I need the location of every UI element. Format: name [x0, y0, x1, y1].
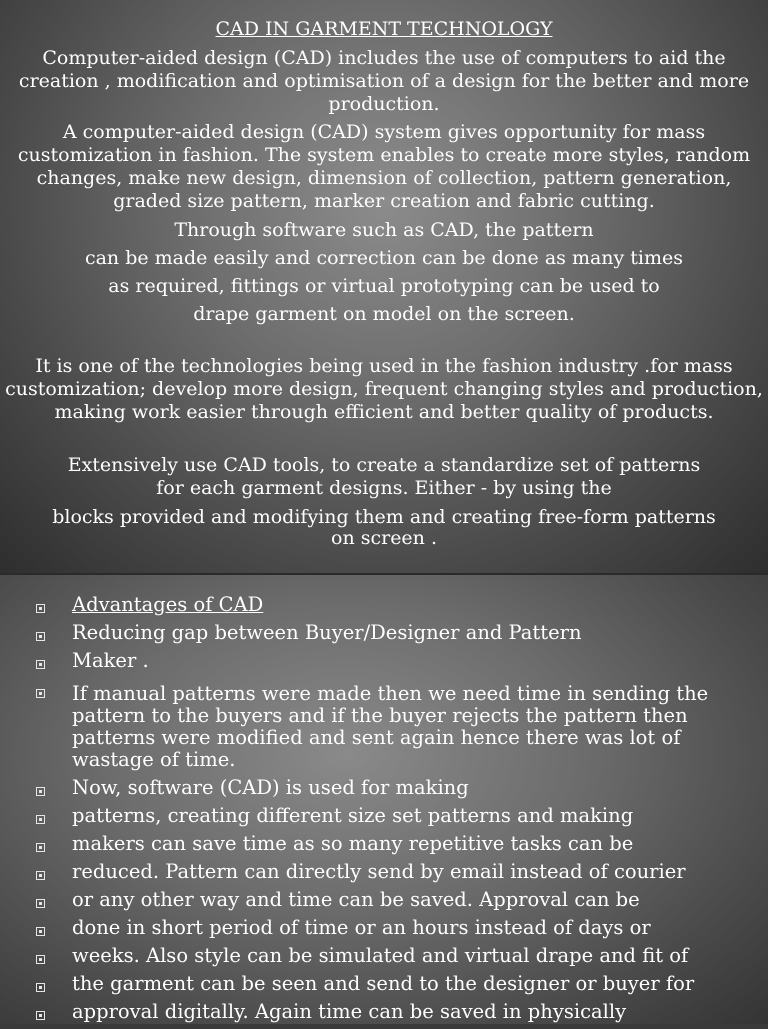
advantages-heading: Advantages of CAD — [72, 593, 264, 616]
paragraph-mass-customization: A computer-aided design (CAD) system gives opportunity for mass customization in fashion. The system enables to create more styles, random changes, make new design, dimension of collection, pattern generation, graded size pattern, marker creation and fabric cutting. — [17, 121, 751, 212]
list-item-text: Now, software (CAD) is used for making — [72, 776, 469, 799]
square-bullet-icon — [36, 632, 45, 641]
square-bullet-icon — [36, 815, 45, 824]
list-item — [36, 805, 746, 833]
square-bullet-icon — [36, 899, 45, 908]
paragraph-software-pattern — [4, 216, 764, 328]
list-item — [36, 973, 746, 1001]
square-bullet-icon — [36, 689, 45, 698]
text-line: on screen . — [331, 527, 437, 549]
list-item-text: or any other way and time can be saved. Approval can be — [72, 888, 640, 911]
text-line: can be made easily and correction can be done as many times — [84, 247, 684, 269]
square-bullet-icon — [36, 787, 45, 796]
list-item — [36, 833, 746, 861]
list-item — [36, 861, 746, 889]
advantages-list — [36, 594, 746, 1029]
list-item — [36, 650, 746, 678]
text-line: Extensively use CAD tools, to create a standardize set of patterns — [67, 454, 701, 476]
list-item-text: patterns, creating different size set patterns and making — [72, 804, 634, 827]
title-rest: IN GARMENT TECHNOLOGY — [258, 18, 553, 40]
square-bullet-icon — [36, 843, 45, 852]
square-bullet-icon — [36, 1011, 45, 1020]
text-line: as required, fittings or virtual prototyping can be used to — [108, 275, 660, 297]
square-bullet-icon — [36, 871, 45, 880]
list-item — [36, 678, 746, 771]
list-item — [36, 1001, 746, 1029]
square-bullet-icon — [36, 983, 45, 992]
list-item-text: approval digitally. Again time can be saved in physically — [72, 1000, 627, 1023]
list-item-text: Reducing gap between Buyer/Designer and Pattern — [72, 621, 582, 644]
square-bullet-icon — [36, 604, 45, 613]
title-prefix: CAD — [215, 18, 259, 40]
list-item — [36, 917, 746, 945]
square-bullet-icon — [36, 660, 45, 669]
text-line: Through software such as CAD, the pattern — [174, 219, 594, 241]
list-item — [36, 594, 746, 622]
paragraph-cad-tools — [4, 452, 764, 548]
square-bullet-icon — [36, 955, 45, 964]
list-item-text: the garment can be seen and send to the designer or buyer for — [72, 972, 695, 995]
slide-title — [0, 18, 768, 40]
text-line: for each garment designs. Either - by using the — [156, 477, 612, 499]
list-item-text: done in short period of time or an hours instead of days or — [72, 916, 651, 939]
list-item — [36, 889, 746, 917]
list-item-text: weeks. Also style can be simulated and virtual drape and fit of — [72, 944, 689, 967]
list-item — [36, 945, 746, 973]
text-line: drape garment on model on the screen. — [193, 303, 575, 325]
text-line: blocks provided and modifying them and creating free-form patterns — [52, 506, 716, 528]
list-item-text: Maker . — [72, 649, 149, 672]
list-item-text: reduced. Pattern can directly send by email instead of courier — [72, 860, 686, 883]
list-item — [36, 622, 746, 650]
square-bullet-icon — [36, 927, 45, 936]
paragraph-cad-definition: Computer-aided design (CAD) includes the use of computers to aid the creation , modification and optimisation of a design for the better and more production. — [18, 47, 750, 115]
paragraph-fashion-industry: It is one of the technologies being used in the fashion industry .for mass customization; develop more design, frequent changing styles and production, making work easier through efficient and better quality of products. — [5, 355, 763, 423]
list-item-text: makers can save time as so many repetitive tasks can be — [72, 832, 634, 855]
list-item — [36, 777, 746, 805]
list-item-text: If manual patterns were made then we need time in sending the pattern to the buyers and if the buyer rejects the pattern then patterns were modified and sent again hence there was lot of wastage of time. — [72, 682, 709, 771]
